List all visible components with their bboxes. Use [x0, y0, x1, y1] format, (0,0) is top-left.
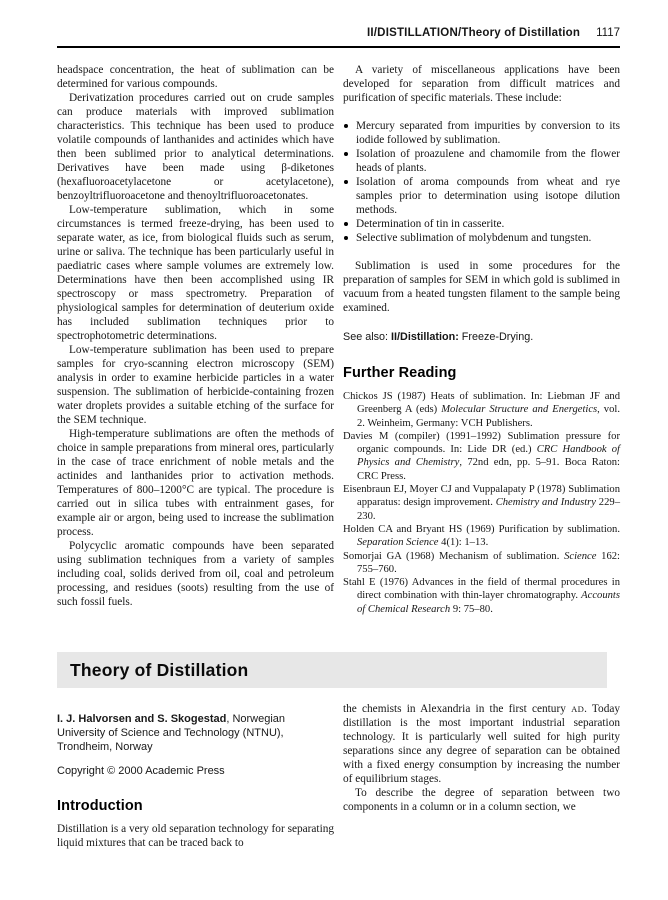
further-reading-heading: Further Reading	[343, 365, 457, 381]
small-caps-era: AD	[571, 704, 585, 715]
list-item	[343, 175, 620, 217]
top-article-columns	[57, 63, 620, 616]
left-column	[57, 702, 334, 850]
paragraph: High-temperature sublimations are often the methods of choice in sample preparations from mineral ores, particularly in the case of trace enrichment of noble metals and the actinides and lanthanides prior to activation methods. Temperatures of 800–1200°C are typical. The procedure is carried out in silica tubes with entrainment gases, for example air or argon, being used to increase the sublimation process.	[57, 428, 334, 538]
see-also-reference: II/Distillation:	[391, 331, 459, 343]
affiliation: , Norwegian University of Science and Technology (NTNU), Trondheim, Norway	[57, 713, 286, 753]
list-item	[343, 147, 620, 175]
see-also-rest: Freeze-Drying.	[458, 331, 534, 343]
paragraph: A variety of miscellaneous applications have been developed for separation from difficult matrices and purification of specific materials. These include:	[343, 64, 620, 104]
list-item-text: Isolation of proazulene and chamomile from the flower heads of plants.	[356, 148, 620, 174]
reference: Eisenbraun EJ, Moyer CJ and Vuppalapaty P (1978) Sublimation apparatus: design improvement. Chemistry and Industry 229–230.	[343, 484, 620, 522]
bullet-icon	[344, 180, 348, 184]
applications-bullet-list	[343, 119, 620, 245]
paragraph: Derivatization procedures carried out on crude samples can produce materials with improved sublimation characteristics. This technique has been used to produce volatile compounds of lanthanides and actinides which have then been sublimed prior to analytical determinations. Derivatives have been made using β-diketones (hexafluoroacetylacetone or acetylacetone), benzoyltrifluoroacetone and thenoyltrifluoroacetonates.	[57, 92, 334, 202]
reference: Davies M (compiler) (1991–1992) Sublimation pressure for organic compounds. In: Lide DR (ed.) CRC Handbook of Physics and Chemistry, 72nd edn, pp. 5–91. Boca Raton: CRC Press.	[343, 430, 621, 482]
reference: Somorjai GA (1968) Mechanism of sublimation. Science 162: 755–760.	[343, 550, 620, 575]
list-item-text: Determination of tin in casserite.	[356, 218, 505, 230]
bullet-icon	[344, 152, 348, 156]
author-names: I. J. Halvorsen and S. Skogestad	[57, 713, 227, 726]
copyright-line: Copyright © 2000 Academic Press	[57, 765, 225, 778]
right-column	[343, 63, 620, 616]
reference: Holden CA and Bryant HS (1969) Purification by sublimation. Separation Science 4(1): 1–13.	[343, 523, 620, 549]
bullet-icon	[344, 222, 348, 226]
paragraph: Low-temperature sublimation, which in some circumstances is termed freeze-drying, has been used to separate water, as ice, from biological fluids such as serum, urine or saliva. The technique has been particularly useful in paediatric cases where sample volumes are extremely low. Determinations have then been accomplished using IR spectroscopy or mass spectrometry. Preparation of physiological samples for determination of deuterium oxide has included sublimation techniques prior to spectrophotometric determinations.	[57, 204, 334, 342]
list-item-text: Selective sublimation of molybdenum and tungsten.	[356, 232, 592, 244]
list-item	[343, 119, 620, 147]
running-head-title: II/DISTILLATION/Theory of Distillation	[367, 27, 581, 39]
list-item-text: Mercury separated from impurities by conversion to its iodide followed by sublimation.	[356, 120, 620, 146]
paragraph: Polycyclic aromatic compounds have been separated using sublimation techniques from a variety of samples including coal, solids derived from oil, coal and petroleum processing, and residues (soots) resulting from the use of such fossil fuels.	[57, 540, 334, 608]
bullet-icon	[344, 236, 348, 240]
paragraph: To describe the degree of separation between two components in a column or in a column section, we	[343, 787, 620, 814]
reference-list	[343, 390, 620, 616]
page-number: 1117	[596, 27, 620, 39]
paragraph: Sublimation is used in some procedures for the preparation of samples for SEM in which gold is sublimed in vacuum from a heated tungsten filament to the sample being examined.	[343, 260, 620, 314]
paragraph: Low-temperature sublimation has been used to prepare samples for cryo-scanning electron microscopy (SEM) analysis in order to examine herbicide particles in a water suspension. The sublimation of herbicide-containing frozen water droplets provides a suitable etching of the surface for the SEM technique.	[57, 344, 334, 426]
byline	[57, 713, 334, 754]
paragraph: the chemists in Alexandria in the first century AD. Today distillation is the most important industrial separation technology. It is particularly well suited for high purity separations since any degree of separation can be obtained with a fixed energy consumption by increasing the number of equilibrium stages.	[343, 703, 621, 786]
reference: Stahl E (1976) Advances in the field of thermal procedures in direct combination with thin-layer chromatography. Accounts of Chemical Research 9: 75–80.	[343, 577, 620, 615]
left-column	[57, 63, 334, 616]
see-also-line	[343, 331, 620, 344]
reference: Chickos JS (1987) Heats of sublimation. In: Liebman JF and Greenberg A (eds) Molecular Structure and Energetics, vol. 2. Weinheim, Germany: VCH Publishers.	[343, 391, 620, 429]
article-title-band	[57, 652, 607, 688]
list-item	[343, 231, 620, 245]
list-item	[343, 217, 620, 231]
new-article-columns	[57, 702, 620, 850]
paragraph: headspace concentration, the heat of sublimation can be determined for various compounds.	[57, 64, 334, 90]
bullet-icon	[344, 124, 348, 128]
see-also-prefix: See also:	[343, 331, 392, 343]
list-item-text: Isolation of aroma compounds from wheat and rye samples prior to determination using isotope dilution methods.	[356, 176, 620, 216]
right-column	[343, 702, 620, 850]
article-title: Theory of Distillation	[70, 659, 249, 680]
running-head	[57, 0, 620, 48]
introduction-heading: Introduction	[57, 798, 143, 815]
paragraph: Distillation is a very old separation technology for separating liquid mixtures that can be traced back to	[57, 823, 334, 850]
